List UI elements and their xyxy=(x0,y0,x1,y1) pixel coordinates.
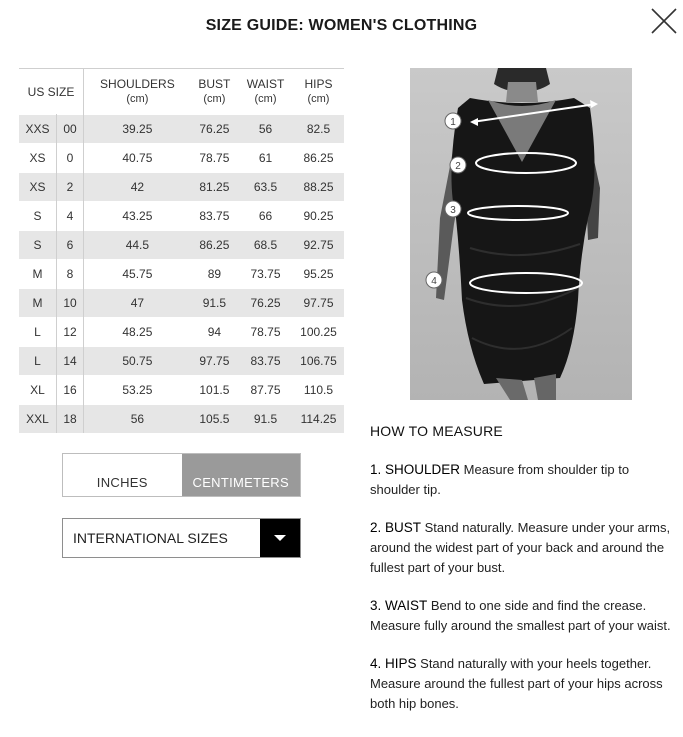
cell-shoulders: 47 xyxy=(84,289,191,318)
cell-bust: 94 xyxy=(191,318,238,347)
marker-1 xyxy=(445,113,461,129)
measure-term: 2. BUST xyxy=(370,520,422,535)
cell-size-label: XXL xyxy=(19,405,57,434)
measure-term: 3. WAIST xyxy=(370,598,428,613)
svg-text:3: 3 xyxy=(450,205,456,216)
caret-down-icon xyxy=(273,533,287,543)
cell-hips: 88.25 xyxy=(293,173,344,202)
international-sizes-label: INTERNATIONAL SIZES xyxy=(73,530,228,546)
cell-size-label: M xyxy=(19,260,57,289)
cell-waist: 63.5 xyxy=(238,173,293,202)
cell-hips: 100.25 xyxy=(293,318,344,347)
cell-size-number: 18 xyxy=(57,405,84,434)
svg-text:4: 4 xyxy=(431,276,437,287)
table-row xyxy=(19,144,344,173)
measure-term: 4. HIPS xyxy=(370,656,417,671)
cell-size-number: 10 xyxy=(57,289,84,318)
cell-hips: 82.5 xyxy=(293,115,344,144)
measure-instruction xyxy=(370,460,675,500)
cell-size-label: XS xyxy=(19,144,57,173)
cell-size-number: 00 xyxy=(57,115,84,144)
close-button[interactable] xyxy=(649,6,679,36)
cell-shoulders: 45.75 xyxy=(84,260,191,289)
cell-waist: 66 xyxy=(238,202,293,231)
cell-waist: 87.75 xyxy=(238,376,293,405)
cell-hips: 106.75 xyxy=(293,347,344,376)
cell-waist: 76.25 xyxy=(238,289,293,318)
model-illustration xyxy=(410,68,632,400)
cell-shoulders: 42 xyxy=(84,173,191,202)
cell-size-label: XS xyxy=(19,173,57,202)
cell-waist: 78.75 xyxy=(238,318,293,347)
cell-hips: 92.75 xyxy=(293,231,344,260)
table-row xyxy=(19,318,344,347)
cell-size-label: M xyxy=(19,289,57,318)
table-row xyxy=(19,260,344,289)
measure-text: Measure from shoulder tip to shoulder tip. xyxy=(370,462,630,497)
cell-size-number: 8 xyxy=(57,260,84,289)
marker-2 xyxy=(450,157,466,173)
cell-size-number: 14 xyxy=(57,347,84,376)
cell-bust: 97.75 xyxy=(191,347,238,376)
header-shoulders: SHOULDERS (cm) xyxy=(84,69,191,115)
table-row xyxy=(19,231,344,260)
measure-instruction xyxy=(370,596,675,636)
table-row xyxy=(19,202,344,231)
measurement-figure xyxy=(410,68,632,400)
cell-size-label: S xyxy=(19,231,57,260)
marker-3 xyxy=(445,201,461,217)
measure-text: Stand naturally. Measure under your arms, around the widest part of your back and around the fullest part of your bust. xyxy=(370,520,671,575)
size-table xyxy=(19,68,344,433)
cell-size-number: 16 xyxy=(57,376,84,405)
cell-shoulders: 53.25 xyxy=(84,376,191,405)
cell-size-label: L xyxy=(19,347,57,376)
cell-size-number: 2 xyxy=(57,173,84,202)
unit-toggle xyxy=(62,453,301,497)
cell-size-number: 0 xyxy=(57,144,84,173)
cell-bust: 83.75 xyxy=(191,202,238,231)
international-sizes-dropdown[interactable] xyxy=(62,518,301,558)
table-row xyxy=(19,173,344,202)
cell-waist: 61 xyxy=(238,144,293,173)
table-header-row xyxy=(19,69,344,115)
header-hips: HIPS (cm) xyxy=(293,69,344,115)
measure-instruction xyxy=(370,654,675,714)
cell-size-number: 6 xyxy=(57,231,84,260)
cell-size-number: 4 xyxy=(57,202,84,231)
measure-term: 1. SHOULDER xyxy=(370,462,461,477)
cell-hips: 86.25 xyxy=(293,144,344,173)
cell-bust: 105.5 xyxy=(191,405,238,434)
measure-text: Stand naturally with your heels together. Measure around the fullest part of your hips across both hip bones. xyxy=(370,656,663,711)
cell-bust: 76.25 xyxy=(191,115,238,144)
cell-hips: 114.25 xyxy=(293,405,344,434)
cell-size-label: XXS xyxy=(19,115,57,144)
header-waist: WAIST (cm) xyxy=(238,69,293,115)
cell-size-label: XL xyxy=(19,376,57,405)
table-row xyxy=(19,405,344,434)
header-us-size: US SIZE xyxy=(19,69,84,115)
marker-4 xyxy=(426,272,442,288)
cell-waist: 83.75 xyxy=(238,347,293,376)
close-icon xyxy=(649,6,679,36)
cell-bust: 78.75 xyxy=(191,144,238,173)
how-to-measure-heading: HOW TO MEASURE xyxy=(370,423,503,439)
cell-shoulders: 43.25 xyxy=(84,202,191,231)
cell-waist: 73.75 xyxy=(238,260,293,289)
measure-instruction xyxy=(370,518,675,578)
cell-hips: 95.25 xyxy=(293,260,344,289)
cell-bust: 91.5 xyxy=(191,289,238,318)
cell-shoulders: 48.25 xyxy=(84,318,191,347)
cell-waist: 68.5 xyxy=(238,231,293,260)
cell-shoulders: 44.5 xyxy=(84,231,191,260)
cell-bust: 89 xyxy=(191,260,238,289)
table-row xyxy=(19,289,344,318)
cell-bust: 86.25 xyxy=(191,231,238,260)
cell-waist: 56 xyxy=(238,115,293,144)
page-title: SIZE GUIDE: WOMEN'S CLOTHING xyxy=(205,17,478,34)
dropdown-arrow-button[interactable] xyxy=(260,519,300,557)
inches-button[interactable]: INCHES xyxy=(63,454,182,496)
cell-shoulders: 39.25 xyxy=(84,115,191,144)
cell-shoulders: 50.75 xyxy=(84,347,191,376)
svg-text:1: 1 xyxy=(450,117,456,128)
svg-text:2: 2 xyxy=(455,161,461,172)
centimeters-button[interactable]: CENTIMETERS xyxy=(182,454,301,496)
measure-text: Bend to one side and find the crease. Measure fully around the smallest part of your waist. xyxy=(370,598,671,633)
cell-bust: 81.25 xyxy=(191,173,238,202)
cell-hips: 110.5 xyxy=(293,376,344,405)
cell-bust: 101.5 xyxy=(191,376,238,405)
table-row xyxy=(19,347,344,376)
cell-size-number: 12 xyxy=(57,318,84,347)
table-row xyxy=(19,376,344,405)
how-to-measure-section xyxy=(370,421,675,732)
table-row xyxy=(19,115,344,144)
cell-size-label: L xyxy=(19,318,57,347)
cell-shoulders: 40.75 xyxy=(84,144,191,173)
cell-hips: 97.75 xyxy=(293,289,344,318)
cell-hips: 90.25 xyxy=(293,202,344,231)
cell-waist: 91.5 xyxy=(238,405,293,434)
cell-shoulders: 56 xyxy=(84,405,191,434)
cell-size-label: S xyxy=(19,202,57,231)
header-bust: BUST (cm) xyxy=(191,69,238,115)
